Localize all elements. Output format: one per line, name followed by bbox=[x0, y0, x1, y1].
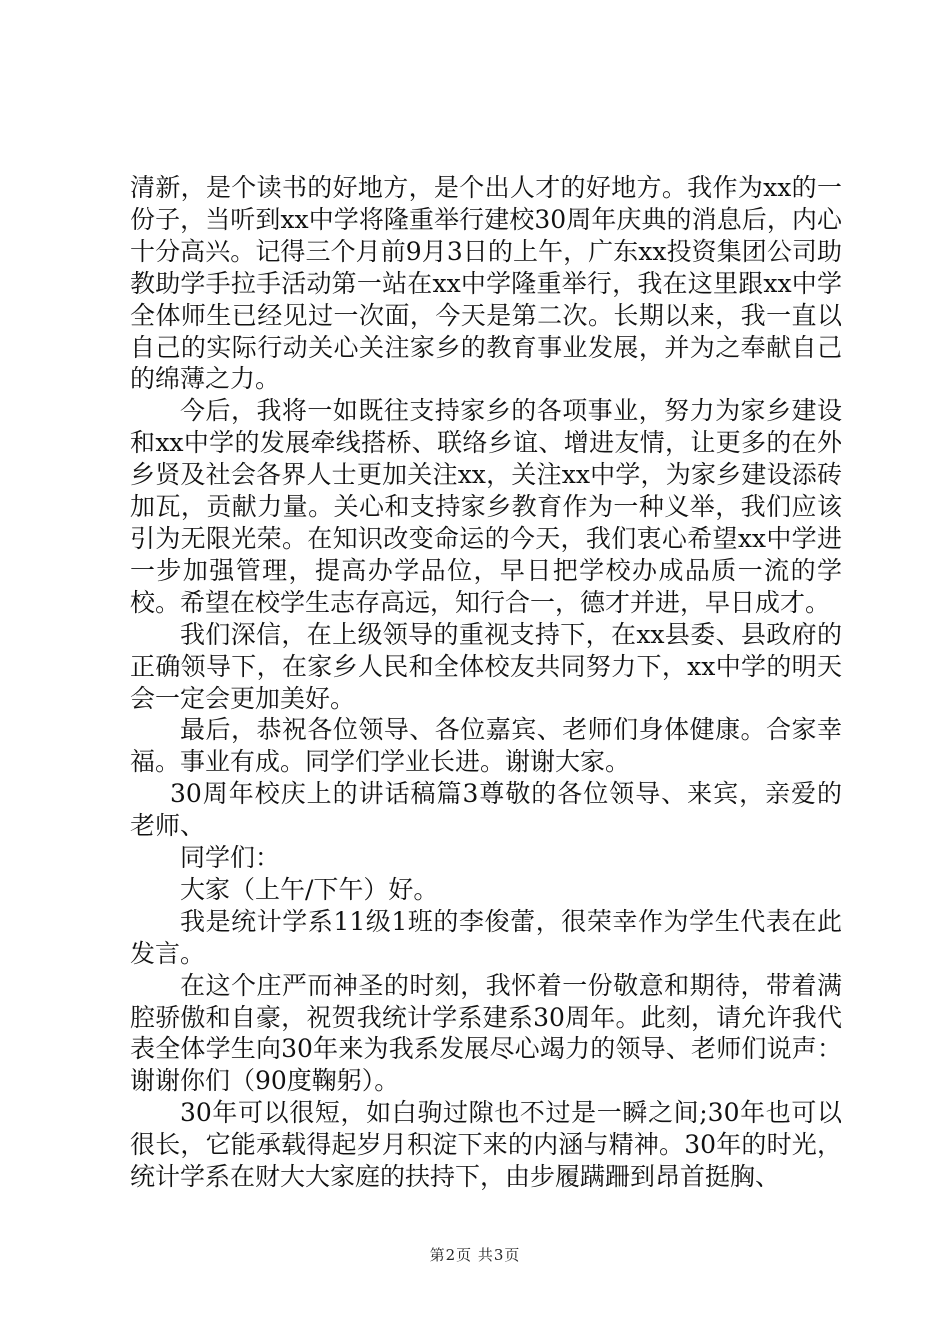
paragraph-10: 30年可以很短，如白驹过隙也不过是一瞬之间;30年也可以很长，它能承载得起岁月积淀下来的内涵与精神。30年的时光，统计学系在财大大家庭的扶持下，由步履蹒跚到昂首挺胸、 bbox=[130, 1098, 842, 1192]
page-number-footer: 第2页 共3页 bbox=[429, 1246, 521, 1264]
paragraph-6: 同学们： bbox=[180, 843, 281, 873]
paragraph-1: 清新，是个读书的好地方，是个出人才的好地方。我作为xx的一份子，当听到xx中学将隆重举行建校30周年庆典的消息后，内心十分高兴。记得三个月前9月3日的上午，广东xx投资集团公司助教助学手拉手活动第一站在xx中学隆重举行，我在这里跟xx中学全体师生已经见过一次面，今天是第二次。长期以来，我一直以自己的实际行动关心关注家乡的教育事业发展，并为之奉献自己的绵薄之力。 bbox=[130, 173, 842, 394]
paragraph-4: 最后，恭祝各位领导、各位嘉宾、老师们身体健康。合家幸福。事业有成。同学们学业长进。谢谢大家。 bbox=[130, 715, 842, 777]
paragraph-5: 30周年校庆上的讲话稿篇3尊敬的各位领导、来宾，亲爱的老师、 bbox=[130, 779, 842, 841]
document-body bbox=[130, 172, 842, 1193]
paragraph-2: 今后，我将一如既往支持家乡的各项事业，努力为家乡建设和xx中学的发展牵线搭桥、联络乡谊、增进友情，让更多的在外乡贤及社会各界人士更加关注xx，关注xx中学，为家乡建设添砖加瓦，贡献力量。关心和支持家乡教育作为一种义举，我们应该引为无限光荣。在知识改变命运的今天，我们衷心希望xx中学进一步加强管理，提高办学品位，早日把学校办成品质一流的学校。希望在校学生志存高远，知行合一，德才并进，早日成才。 bbox=[130, 396, 842, 617]
paragraph-3: 我们深信，在上级领导的重视支持下，在xx县委、县政府的正确领导下，在家乡人民和全体校友共同努力下，xx中学的明天会一定会更加美好。 bbox=[130, 619, 842, 713]
paragraph-9: 在这个庄严而神圣的时刻，我怀着一份敬意和期待，带着满腔骄傲和自豪，祝贺我统计学系建系30周年。此刻，请允许我代表全体学生向30年来为我系发展尽心竭力的领导、老师们说声：谢谢你们（90度鞠躬）。 bbox=[130, 970, 842, 1096]
paragraph-7: 大家（上午/下午）好。 bbox=[180, 874, 439, 904]
paragraph-8: 我是统计学系11级1班的李俊蕾，很荣幸作为学生代表在此发言。 bbox=[130, 906, 842, 968]
